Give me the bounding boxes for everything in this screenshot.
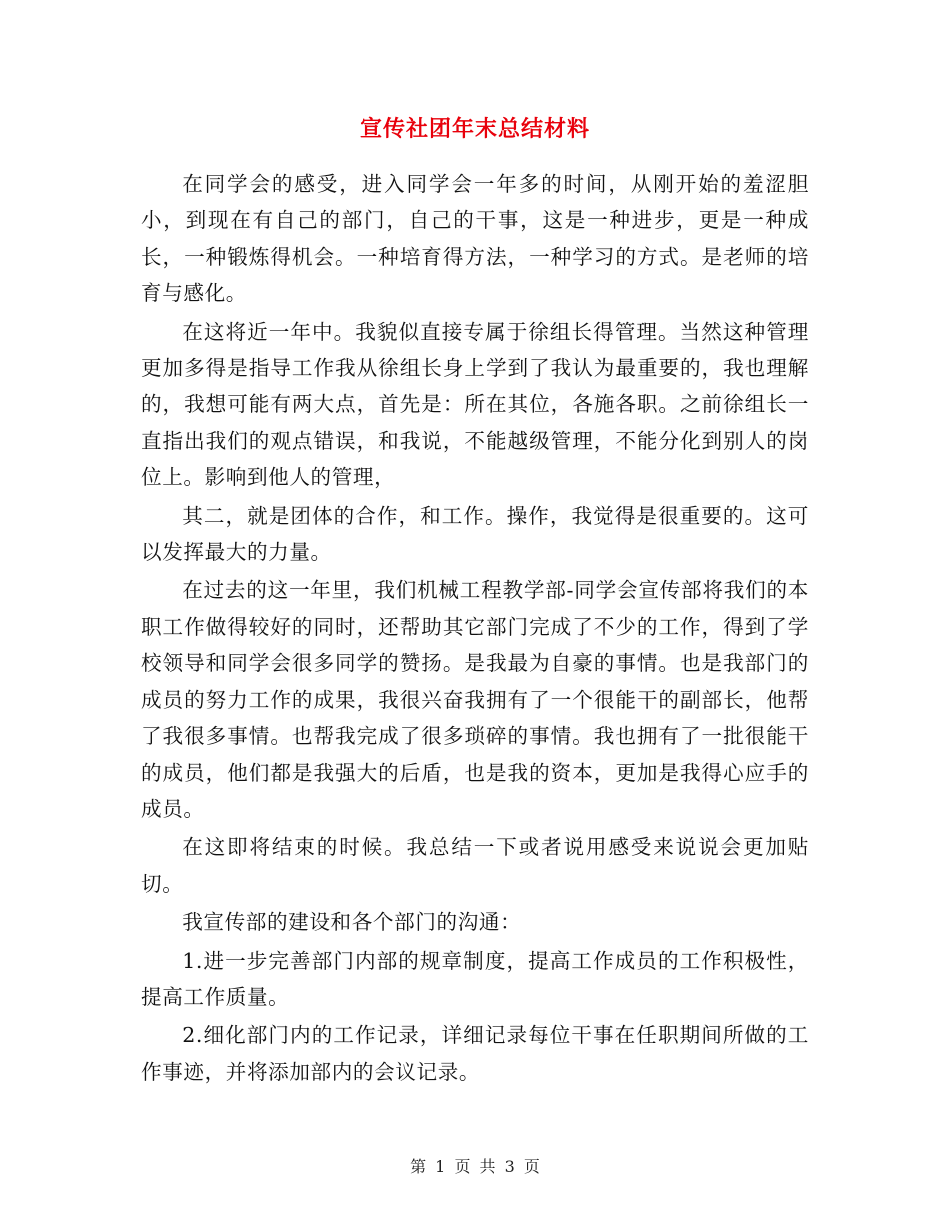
- document-body: [141, 166, 809, 1092]
- list-item: 2.细化部门内的工作记录，详细记录每位干事在任职期间所做的工作事迹，并将添加部内的会议记录。: [141, 1023, 809, 1084]
- list-item: 1.进一步完善部门内部的规章制度，提高工作成员的工作积极性，提高工作质量。: [141, 948, 809, 1009]
- document-title: 宣传社团年末总结材料: [359, 116, 590, 142]
- page-footer: 第 1 页 共 3 页: [410, 1157, 540, 1176]
- paragraph: 其二，就是团体的合作，和工作。操作，我觉得是很重要的。这可以发挥最大的力量。: [141, 503, 809, 565]
- paragraph: 在同学会的感受，进入同学会一年多的时间，从刚开始的羞涩胆小，到现在有自己的部门，自己的干事，这是一种进步，更是一种成长，一种锻炼得机会。一种培育得方法，一种学习的方式。是老师的培育与感化。: [141, 172, 809, 306]
- paragraph: 我宣传部的建设和各个部门的沟通：: [182, 910, 522, 935]
- paragraph: 在过去的这一年里，我们机械工程教学部-同学会宣传部将我们的本职工作做得较好的同时，还帮助其它部门完成了不少的工作，得到了学校领导和同学会很多同学的赞扬。是我最为自豪的事情。也是我部门的成员的努力工作的成果，我很兴奋我拥有了一个很能干的副部长，他帮了我很多事情。也帮我完成了很多琐碎的事情。我也拥有了一批很能干的成员，他们都是我强大的后盾，也是我的资本，更加是我得心应手的成员。: [141, 578, 809, 821]
- paragraph: 在这将近一年中。我貌似直接专属于徐组长得管理。当然这种管理更加多得是指导工作我从徐组长身上学到了我认为最重要的，我也理解的，我想可能有两大点，首先是：所在其位，各施各职。之前徐组长一直指出我们的观点错误，和我说，不能越级管理，不能分化到别人的岗位上。影响到他人的管理，: [141, 319, 809, 490]
- paragraph: 在这即将结束的时候。我总结一下或者说用感受来说说会更加贴切。: [141, 835, 809, 896]
